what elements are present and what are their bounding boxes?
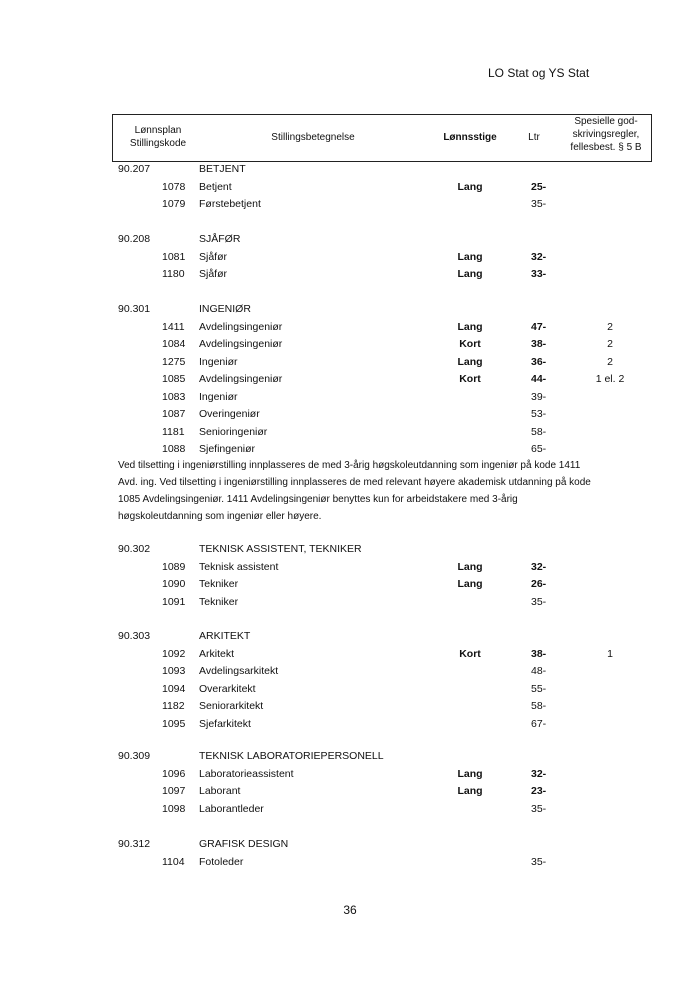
row-code: 1180 [162,268,185,280]
row-title: Sjåfør [199,268,228,280]
row-code: 1096 [162,767,186,780]
document-header: LO Stat og YS Stat [488,66,590,80]
row-ltr: 25- [531,180,547,193]
row-ltr: 58- [531,700,547,712]
row-code: 1091 [162,595,186,608]
row-title: Overingeniør [199,408,260,420]
row-title: Avdelingsarkitekt [199,665,279,677]
row-code: 1098 [162,802,186,815]
row-ltr: 58- [531,425,547,438]
row-title: Teknisk assistent [199,560,279,573]
group-title: TEKNISK LABORATORIEPERSONELL [199,750,384,762]
row-ltr: 35- [531,198,547,210]
row-rule: 1 el. 2 [595,373,625,385]
row-ltr: 32- [531,767,547,780]
group-title: INGENIØR [199,303,251,315]
row-ltr: 53- [531,408,547,420]
row-code: 1084 [162,338,186,350]
row-ltr: 39- [531,390,547,403]
row-code: 1094 [162,682,186,695]
row-code: 1078 [162,180,186,193]
row-title: Senioringeniør [199,425,268,438]
row-lonnsstige: Lang [457,578,483,590]
row-lonnsstige: Kort [459,647,481,660]
group-code: 90.207 [118,163,151,175]
row-code: 1090 [162,578,186,590]
row-title: Sjefarkitekt [199,717,251,730]
group-title: TEKNISK ASSISTENT, TEKNIKER [199,543,362,555]
row-code: 1097 [162,785,186,797]
row-lonnsstige: Lang [457,250,483,263]
row-ltr: 32- [531,250,547,263]
row-code: 1087 [162,408,186,420]
row-lonnsstige: Lang [457,767,483,780]
row-ltr: 35- [531,595,547,608]
row-code: 1081 [162,250,186,263]
header-rules-line3: fellesbest. § 5 B [570,142,642,153]
row-code: 1083 [162,390,186,403]
group-code: 90.312 [118,838,151,850]
row-title: Tekniker [199,578,239,590]
row-code: 1092 [162,647,186,660]
row-title: Ingeniør [199,390,238,403]
page-number: 36 [343,903,357,917]
row-code: 1182 [162,700,185,712]
header-code-line1: Lønnsplan [134,125,182,136]
row-title: Seniorarkitekt [199,700,264,712]
header-code-line2: Stillingskode [129,138,187,149]
row-ltr: 23- [531,785,547,797]
row-code: 1093 [162,665,186,677]
row-lonnsstige: Lang [457,180,483,193]
row-title: Fotoleder [199,855,244,868]
ingenior-note [118,457,648,525]
row-ltr: 32- [531,560,547,573]
row-ltr: 48- [531,665,547,677]
row-code: 1095 [162,717,186,730]
group-code: 90.301 [118,303,151,315]
group-code: 90.208 [118,233,151,245]
row-code: 1089 [162,560,186,573]
row-code: 1079 [162,198,186,210]
row-lonnsstige: Lang [457,320,483,333]
row-ltr: 65- [531,443,547,455]
row-code: 1181 [162,425,185,438]
row-ltr: 55- [531,682,547,695]
header-rules-line1: Spesielle god- [574,116,638,127]
row-ltr: 33- [531,268,547,280]
row-title: Laboratorieassistent [199,767,294,780]
header-title: Stillingsbetegnelse [271,132,355,143]
row-code: 1088 [162,443,186,455]
row-title: Sjefingeniør [199,443,256,455]
row-ltr: 67- [531,717,547,730]
group-code: 90.309 [118,750,151,762]
table-header [112,114,652,162]
row-title: Ingeniør [199,355,238,368]
row-title: Avdelingsingeniør [199,338,283,350]
row-title: Sjåfør [199,250,228,263]
row-title: Avdelingsingeniør [199,373,283,385]
header-ltr: Ltr [528,132,540,143]
row-ltr: 35- [531,802,547,815]
row-title: Førstebetjent [199,198,261,210]
row-title: Tekniker [199,595,239,608]
row-rule: 2 [607,355,613,368]
row-ltr: 35- [531,855,547,868]
row-title: Overarkitekt [199,682,256,695]
group-title: GRAFISK DESIGN [199,838,289,850]
row-ltr: 44- [531,373,547,385]
header-stige: Lønnsstige [443,132,497,143]
header-code [113,124,203,150]
row-lonnsstige: Lang [457,268,483,280]
row-rule: 2 [607,338,613,350]
group-title: BETJENT [199,163,246,175]
row-code: 1104 [162,855,185,868]
row-code: 1085 [162,373,186,385]
group-code: 90.303 [118,630,151,642]
row-lonnsstige: Lang [457,560,483,573]
row-lonnsstige: Lang [457,785,483,797]
group-title: SJÅFØR [199,233,241,245]
row-lonnsstige: Kort [459,373,481,385]
row-code: 1275 [162,355,186,368]
row-title: Laborantleder [199,802,264,815]
header-rules [561,115,651,154]
row-rule: 1 [607,647,613,660]
header-rules-line2: skrivingsregler, [572,129,640,140]
note-line3: 1085 Avdelingsingeniør. 1411 Avdelingsingeniør benyttes kun for arbeidstakere med 3-årig [118,494,518,505]
row-ltr: 38- [531,647,547,660]
row-lonnsstige: Kort [459,338,481,350]
note-line2: Avd. ing. Ved tilsetting i ingeniørstilling innplasseres de med relevant høyere akademisk utdanning på kode [118,477,591,488]
row-ltr: 26- [531,578,547,590]
row-rule: 2 [607,320,613,333]
row-code: 1411 [162,320,185,333]
group-code: 90.302 [118,543,151,555]
row-title: Arkitekt [199,647,235,660]
note-line4: høgskoleutdanning som ingeniør eller høyere. [118,511,322,522]
row-title: Avdelingsingeniør [199,320,283,333]
row-lonnsstige: Lang [457,355,483,368]
row-title: Betjent [199,180,232,193]
note-line1: Ved tilsetting i ingeniørstilling innplasseres de med 3-årig høgskoleutdanning som ingeniør på kode 1411 [118,460,581,471]
group-title: ARKITEKT [199,630,251,642]
row-ltr: 36- [531,355,547,368]
row-ltr: 38- [531,338,547,350]
row-title: Laborant [199,785,241,797]
row-ltr: 47- [531,320,547,333]
